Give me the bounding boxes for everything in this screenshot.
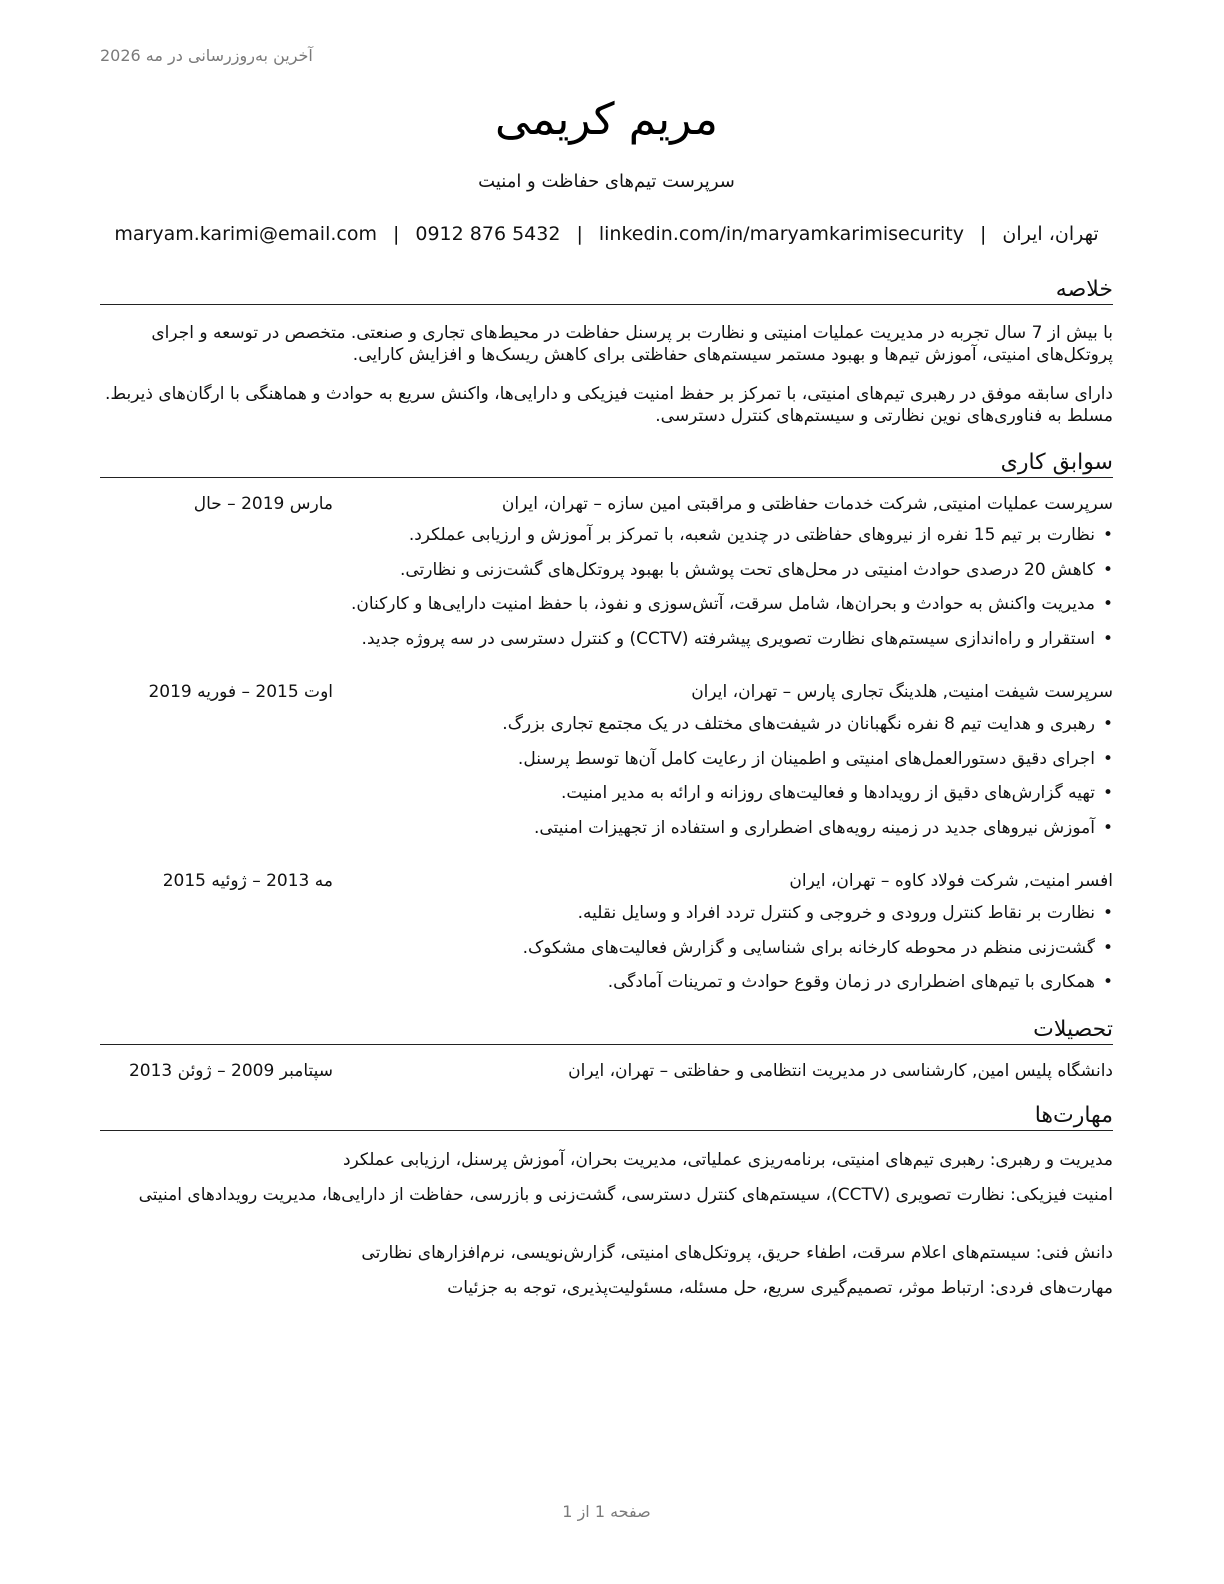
job-dates: مارس 2019 – حال: [193, 494, 333, 514]
job-bullet: • استقرار و راه‌اندازی سیستم‌های نظارت تصویری پیشرفته (CCTV) و کنترل دسترسی در سه پروژه جدید.: [100, 622, 1113, 657]
job-dates: اوت 2015 – فوریه 2019: [148, 682, 333, 702]
job-bullets: [100, 896, 1113, 1000]
job-title: افسر امنیت, شرکت فولاد کاوه – تهران، ایران: [789, 871, 1113, 891]
job-bullet: • مدیریت واکنش به حوادث و بحران‌ها، شامل سرقت، آتش‌سوزی و نفوذ، با حفظ امنیت دارایی‌ها و کارکنان.: [100, 587, 1113, 622]
person-name: مریم کریمی: [495, 94, 718, 145]
education-heading: تحصیلات: [100, 1016, 1113, 1045]
skill-line: دانش فنی: سیستم‌های اعلام سرقت، اطفاء حریق، پروتکل‌های امنیتی، گزارش‌نویسی، نرم‌افزارهای نظارتی: [361, 1243, 1113, 1263]
contact-phone[interactable]: 0912 876 5432: [415, 223, 561, 245]
job-header: [100, 494, 1113, 518]
education-entry: [100, 1061, 1113, 1085]
skills-heading: مهارت‌ها: [100, 1102, 1113, 1131]
summary-paragraph: دارای سابقه موفق در رهبری تیم‌های امنیتی، با تمرکز بر حفظ امنیت فیزیکی و دارایی‌ها، واکنش سریع به حوادث و هماهنگی با ارگان‌های ذیربط. مسلط به فناوری‌های نوین نظارتی و سیستم‌های کنترل دسترسی.: [104, 384, 1113, 426]
job-bullet: • رهبری و هدایت تیم 8 نفره نگهبانان در شیفت‌های مختلف در یک مجتمع تجاری بزرگ.: [100, 707, 1113, 742]
skill-line: مهارت‌های فردی: ارتباط موثر، تصمیم‌گیری سریع، حل مسئله، مسئولیت‌پذیری، توجه به جزئیات: [447, 1278, 1113, 1298]
resume-page: [100, 0, 1113, 1584]
skill-line: امنیت فیزیکی: نظارت تصویری (CCTV)، سیستم‌های کنترل دسترسی، گشت‌زنی و بازرسی، حفاظت از دارایی‌ها، مدیریت رویدادهای امنیتی: [138, 1185, 1113, 1205]
job-dates: مه 2013 – ژوئیه 2015: [162, 871, 333, 891]
job-header: [100, 871, 1113, 895]
contact-separator: |: [980, 223, 987, 245]
education-dates: سپتامبر 2009 – ژوئن 2013: [128, 1061, 333, 1081]
job-bullet: • همکاری با تیم‌های اضطراری در زمان وقوع حوادث و تمرینات آمادگی.: [100, 965, 1113, 1000]
job-bullet: • نظارت بر نقاط کنترل ورودی و خروجی و کنترل تردد افراد و وسایل نقلیه.: [100, 896, 1113, 931]
job-subtitle: سرپرست تیم‌های حفاظت و امنیت: [478, 171, 735, 192]
job-title: سرپرست شیفت امنیت, هلدینگ تجاری پارس – تهران، ایران: [691, 682, 1113, 702]
experience-heading: سوابق کاری: [100, 449, 1113, 478]
contact-separator: |: [392, 223, 400, 245]
job-bullets: [100, 518, 1113, 656]
page-number: صفحه 1 از 1: [562, 1502, 651, 1521]
job-bullet: • آموزش نیروهای جدید در زمینه رویه‌های اضطراری و استفاده از تجهیزات امنیتی.: [100, 811, 1113, 846]
job-bullet: • اجرای دقیق دستورالعمل‌های امنیتی و اطمینان از رعایت کامل آن‌ها توسط پرسنل.: [100, 742, 1113, 777]
job-bullets: [100, 707, 1113, 845]
contact-email[interactable]: maryam.karimi@email.com: [114, 223, 377, 245]
contact-location: تهران، ایران: [1002, 223, 1099, 245]
contact-separator: |: [576, 223, 583, 245]
job-title: سرپرست عملیات امنیتی, شرکت خدمات حفاظتی و مراقبتی امین سازه – تهران، ایران: [501, 494, 1113, 514]
job-header: [100, 682, 1113, 706]
job-bullet: • گشت‌زنی منظم در محوطه کارخانه برای شناسایی و گزارش فعالیت‌های مشکوک.: [100, 931, 1113, 966]
last-updated-note: آخرین به‌روزرسانی در مه 2026: [100, 46, 313, 65]
contact-line: [100, 223, 1113, 245]
job-bullet: • کاهش 20 درصدی حوادث امنیتی در محل‌های تحت پوشش با بهبود پروتکل‌های گشت‌زنی و نظارتی.: [100, 553, 1113, 588]
job-bullet: • نظارت بر تیم 15 نفره از نیروهای حفاظتی در چندین شعبه، با تمرکز بر آموزش و ارزیابی عملکرد.: [100, 518, 1113, 553]
summary-paragraph: با بیش از 7 سال تجربه در مدیریت عملیات امنیتی و نظارت بر پرسنل حفاظت در محیط‌های تجاری و صنعتی. متخصص در توسعه و اجرای پروتکل‌های امنیتی، آموزش تیم‌ها و بهبود مستمر سیستم‌های حفاظتی برای کاهش ریسک‌ها و افزایش کارایی.: [151, 323, 1113, 365]
education-title: دانشگاه پلیس امین, کارشناسی در مدیریت انتظامی و حفاظتی – تهران، ایران: [568, 1061, 1113, 1081]
summary-heading: خلاصه: [100, 276, 1113, 305]
skill-line: مدیریت و رهبری: رهبری تیم‌های امنیتی، برنامه‌ریزی عملیاتی، مدیریت بحران، آموزش پرسنل، ارزیابی عملکرد: [342, 1150, 1113, 1170]
job-bullet: • تهیه گزارش‌های دقیق از رویدادها و فعالیت‌های روزانه و ارائه به مدیر امنیت.: [100, 776, 1113, 811]
contact-linkedin[interactable]: linkedin.com/in/maryamkarimisecurity: [598, 223, 964, 245]
